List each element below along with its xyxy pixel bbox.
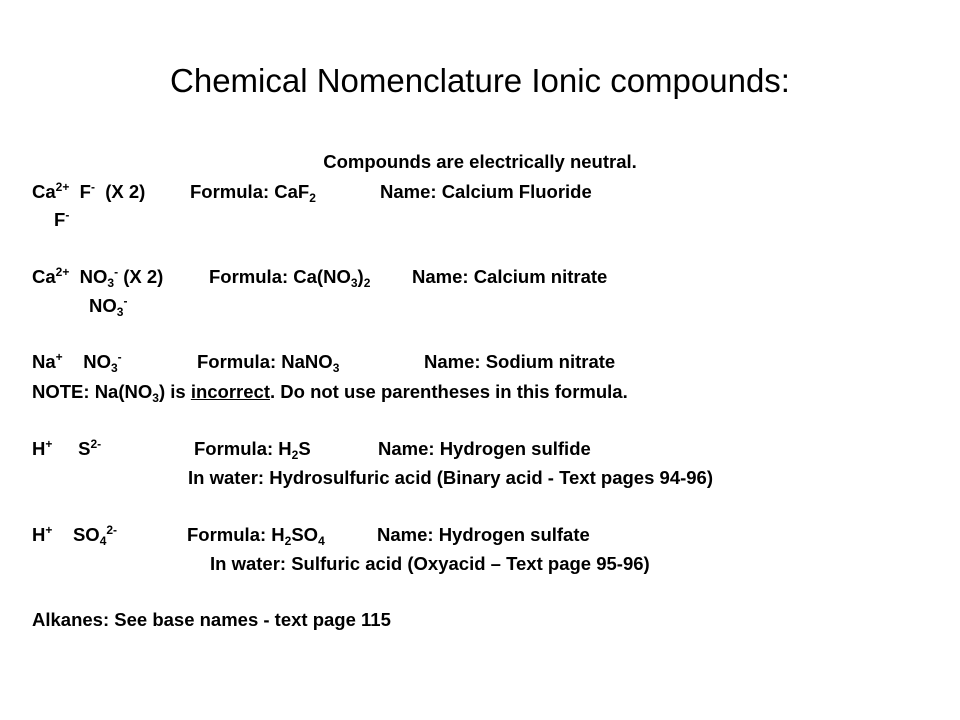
caf2-name: Name: Calcium Fluoride [380,181,592,202]
intro-text: Compounds are electrically neutral. [323,151,637,172]
incorrect-word: incorrect [190,381,270,402]
h2so4-row [32,524,932,548]
cano3-ions: $Ca^{2+}$ $NO_3^-$ (X 2) [32,265,164,290]
caf2-extra-ion: F- [54,208,70,230]
caf2-row [32,181,932,205]
cano3-name: Name: Calcium nitrate [412,266,608,287]
slide-title: Chemical Nomenclature Ionic compounds: [170,62,790,99]
h2so4-water: In water: Sulfuric acid (Oxyacid – Text page 95-96) [210,553,650,574]
h2so4-ions: H+ $SO_4^{2-}$ [32,523,118,548]
caf2-ions: $Ca^{2+}$ F- (X 2) [32,180,146,202]
h2s-water: In water: Hydrosulfuric acid (Binary acid - Text pages 94-96) [188,467,714,488]
cano3-formula: Formula: $Ca(NO_3)_2$ [209,266,371,290]
h2s-name: Name: Hydrogen sulfide [378,438,591,459]
nano3-note: NOTE: $Na(NO_3)$ is incorrect. Do not use parentheses in this formula. [32,381,628,405]
h2s-row [32,438,932,462]
caf2-formula: Formula: CaF$_2$ [190,181,316,205]
nano3-ions: Na+ $NO_3^-$ [32,350,122,375]
alkanes-line: Alkanes: See base names - text page 115 [32,609,391,630]
h2so4-formula: Formula: $H_2SO_4$ [187,524,325,548]
nano3-row [32,351,932,375]
h2s-ions: H+ $S^{2-}$ [32,437,102,459]
nano3-name: Name: Sodium nitrate [424,351,616,372]
cano3-extra-ion: $NO_3^-$ [89,294,128,319]
nano3-formula: Formula: NaNO$_3$ [197,351,340,375]
cano3-row [32,266,932,290]
h2s-formula: Formula: $H_2S$ [194,438,311,462]
h2so4-name: Name: Hydrogen sulfate [377,524,590,545]
